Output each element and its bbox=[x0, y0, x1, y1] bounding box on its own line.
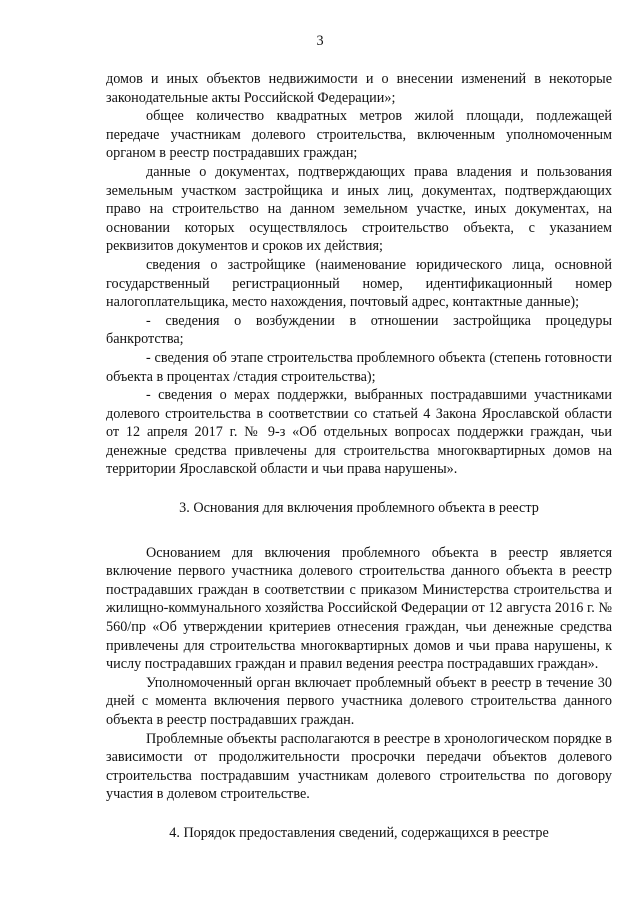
section-3-heading: 3. Основания для включения проблемного объекта в реестр bbox=[179, 500, 539, 517]
paragraph-support-measures: - сведения о мерах поддержки, выбранных пострадавшими участниками долевого строительства в соответствии со статьей 4 Закона Ярославской области от 12 апреля 2017 г. № 9-з «Об отдельных вопросах поддержки граждан, чьи денежные средства привлечены для строительства многоквартирных домов на территории Ярославской области и чьи права нарушены». bbox=[106, 387, 612, 478]
page-number: 3 bbox=[316, 33, 324, 49]
paragraph-land-documents: данные о документах, подтверждающих права владения и пользования земельным участком застройщика и иных лиц, документах, подтверждающих право на строительство на данном земельном участке, иных документах, на основании которых осуществлялось строительство объекта, с указанием реквизитов документов и сроков их действия; bbox=[106, 163, 612, 255]
section-3-paragraph-term: Уполномоченный орган включает проблемный объект в реестр в течение 30 дней с момента включения первого участника долевого строительства данного объекта в реестр пострадавших граждан. bbox=[106, 674, 612, 728]
section-3-paragraph-basis: Основанием для включения проблемного объекта в реестр является включение первого участника долевого строительства данного объекта в реестр пострадавших граждан в соответствии с приказом Министерства строительства и жилищно-коммунального хозяйства Российской Федерации от 12 августа 2016 г. № 560/пр «Об утверждении критериев отнесения граждан, чьи денежные средства привлечены для строительства многоквартирных домов и чьи права нарушены, к числу пострадавших граждан и правил ведения реестра пострадавших граждан». bbox=[106, 544, 612, 673]
document-body bbox=[106, 70, 612, 843]
paragraph-bankruptcy: - сведения о возбуждении в отношении застройщика процедуры банкротства; bbox=[106, 312, 612, 348]
section-3-paragraph-order: Проблемные объекты располагаются в реестре в хронологическом порядке в зависимости от продолжительности просрочки передачи объектов долевого строительства пострадавшим участникам долевого строительства по договору участия в долевом строительстве. bbox=[106, 730, 612, 803]
paragraph-construction-stage: - сведения об этапе строительства проблемного объекта (степень готовности объекта в процентах /стадия строительства); bbox=[106, 349, 612, 385]
paragraph-total-area: общее количество квадратных метров жилой площади, подлежащей передаче участникам долевого строительства, включенным уполномоченным органом в реестр пострадавших граждан; bbox=[106, 108, 612, 162]
section-4-heading: 4. Порядок предоставления сведений, содержащихся в реестре bbox=[169, 824, 549, 841]
paragraph-continuation: домов и иных объектов недвижимости и о внесении изменений в некоторые законодательные акты Российской Федерации»; bbox=[106, 71, 612, 106]
paragraph-developer-info: сведения о застройщике (наименование юридического лица, основной государственный регистрационный номер, идентификационный номер налогоплательщика, место нахождения, почтовый адрес, контактные данные); bbox=[106, 256, 612, 311]
